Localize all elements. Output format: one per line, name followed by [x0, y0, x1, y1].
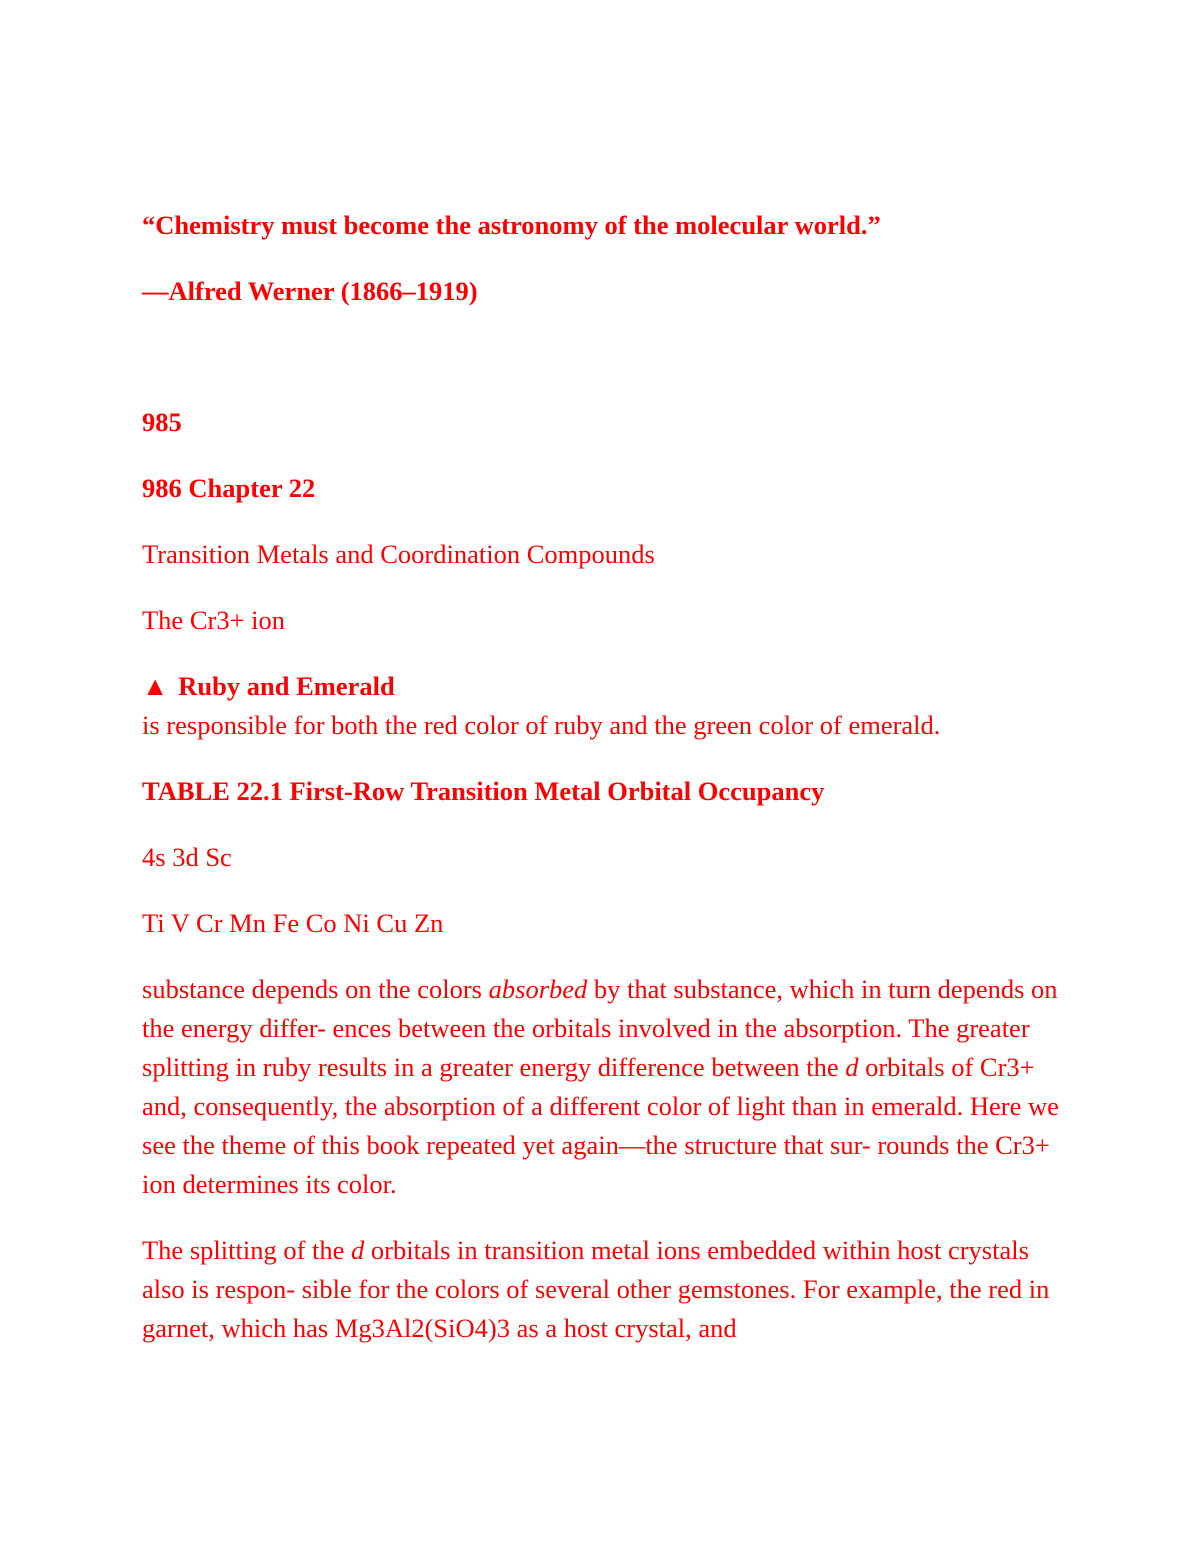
triangle-up-icon: ▲	[142, 671, 169, 701]
body-paragraph	[142, 970, 1062, 1204]
table-title: TABLE 22.1 First-Row Transition Metal Orbital Occupancy	[142, 776, 825, 806]
ion-label: The Cr3+ ion	[142, 605, 286, 635]
emphasis-text: d	[351, 1235, 365, 1265]
page-content	[142, 206, 1062, 1348]
figure-caption: is responsible for both the red color of ruby and the green color of emerald.	[142, 710, 941, 740]
paragraph-text: substance depends on the colors	[142, 974, 489, 1004]
figure-title	[142, 667, 1062, 706]
paragraph-text: orbitals in transition metal ions embedded within host crystals also is respon- sible for the colors of several other gemstones. For example, the red in garnet, which has Mg3Al2(SiO4)3 as a host crystal, and	[142, 1235, 1050, 1343]
table-row-elements: Ti V Cr Mn Fe Co Ni Cu Zn	[142, 908, 444, 938]
paragraph-text: The splitting of the	[142, 1235, 352, 1265]
emphasis-text: d	[845, 1052, 859, 1082]
table-row-orbitals: 4s 3d Sc	[142, 842, 232, 872]
paragraph-text: orbitals of Cr3+ and, consequently, the absorption of a different color of light than in emerald. Here we see the theme of this book repeated yet again—the structure that sur- rounds the Cr3+ ion determines its color.	[142, 1052, 1059, 1199]
body-paragraph	[142, 1231, 1062, 1348]
page-number: 985	[142, 407, 182, 437]
chapter-title: Transition Metals and Coordination Compounds	[142, 539, 655, 569]
epigraph-quote: “Chemistry must become the astronomy of the molecular world.”	[142, 210, 881, 240]
paragraph-text: by that substance, which in turn depends on the energy differ- ences between the orbitals involved in the absorption. The greater splitting in ruby results in a greater energy difference between the	[142, 974, 1058, 1082]
epigraph-attribution: —Alfred Werner (1866–1919)	[142, 276, 478, 306]
figure-title-text: Ruby and Emerald	[178, 671, 395, 701]
emphasis-text: absorbed	[488, 974, 588, 1004]
chapter-heading: 986 Chapter 22	[142, 473, 316, 503]
